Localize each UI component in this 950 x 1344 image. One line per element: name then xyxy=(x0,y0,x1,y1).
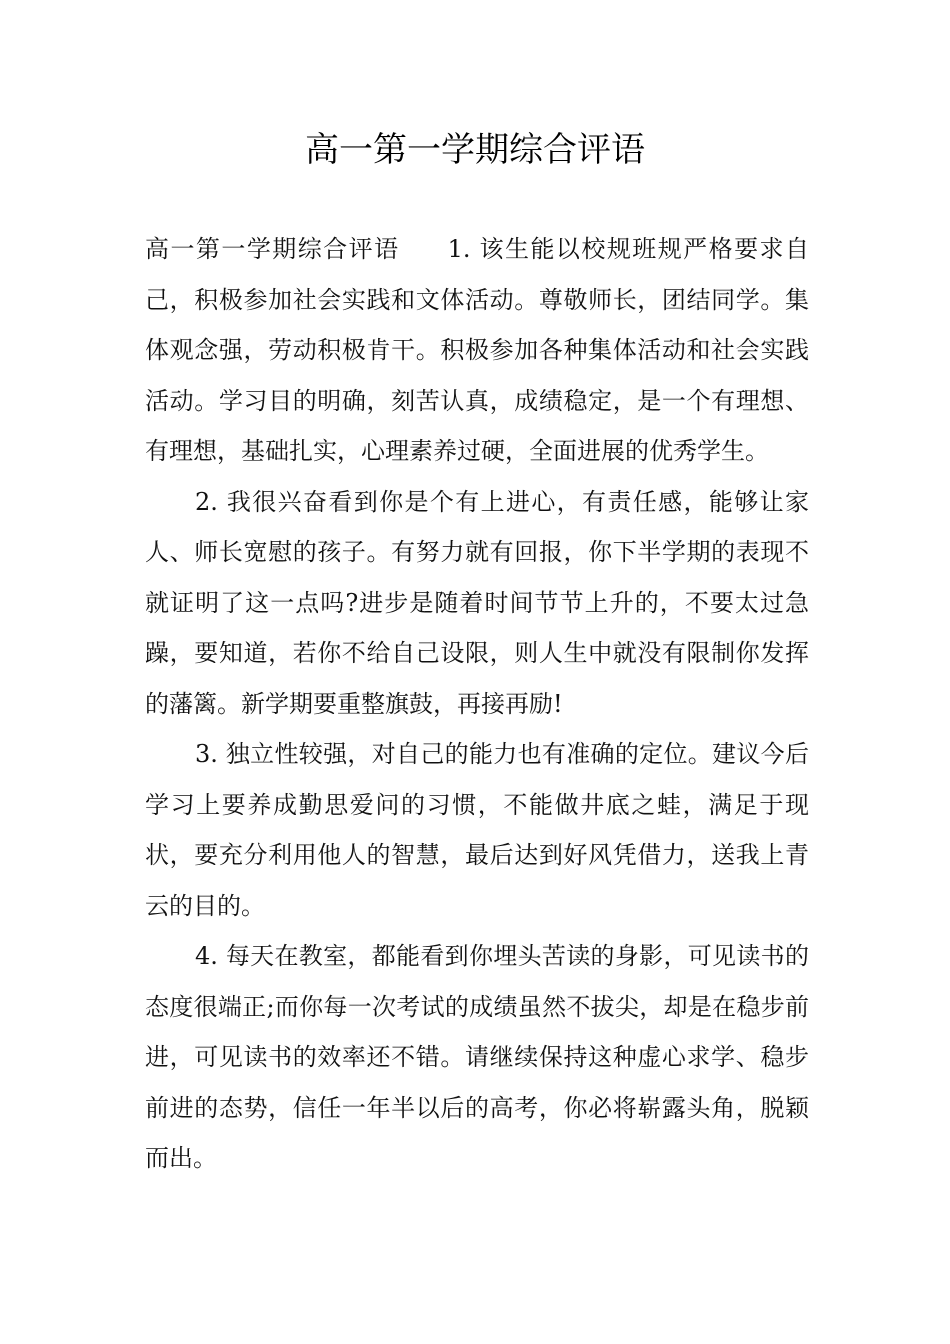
paragraph-1 xyxy=(145,224,809,477)
paragraph-1-text: 1. 该生能以校规班规严格要求自己，积极参加社会实践和文体活动。尊敬师长，团结同学。集体观念强，劳动积极肯干。积极参加各种集体活动和社会实践活动。学习目的明确，刻苦认真，成绩稳定，是一个有理想、有理想，基础扎实，心理素养过硬，全面进展的优秀学生。 xyxy=(145,235,810,465)
document-title: 高一第一学期综合评语 xyxy=(305,130,645,170)
paragraph-2: 2. 我很兴奋看到你是个有上进心，有责任感，能够让家人、师长宽慰的孩子。有努力就有回报，你下半学期的表现不就证明了这一点吗?进步是随着时间节节上升的，不要太过急躁，要知道，若你不给自己设限，则人生中就没有限制你发挥的藩篱。新学期要重整旗鼓，再接再励! xyxy=(145,487,809,718)
paragraph-4: 4. 每天在教室，都能看到你埋头苦读的身影，可见读书的态度很端正;而你每一次考试的成绩虽然不拔尖，却是在稳步前进，可见读书的效率还不错。请继续保持这种虚心求学、稳步前进的态势，信任一年半以后的高考，你必将崭露头角，脱颖而出。 xyxy=(145,942,809,1172)
document-body xyxy=(145,224,809,1184)
paragraph-3: 3. 独立性较强，对自己的能力也有准确的定位。建议今后学习上要养成勤思爱问的习惯，不能做井底之蛙，满足于现状，要充分利用他人的智慧，最后达到好风凭借力，送我上青云的目的。 xyxy=(145,740,809,920)
paragraph-1-lead: 高一第一学期综合评语 xyxy=(145,235,400,263)
